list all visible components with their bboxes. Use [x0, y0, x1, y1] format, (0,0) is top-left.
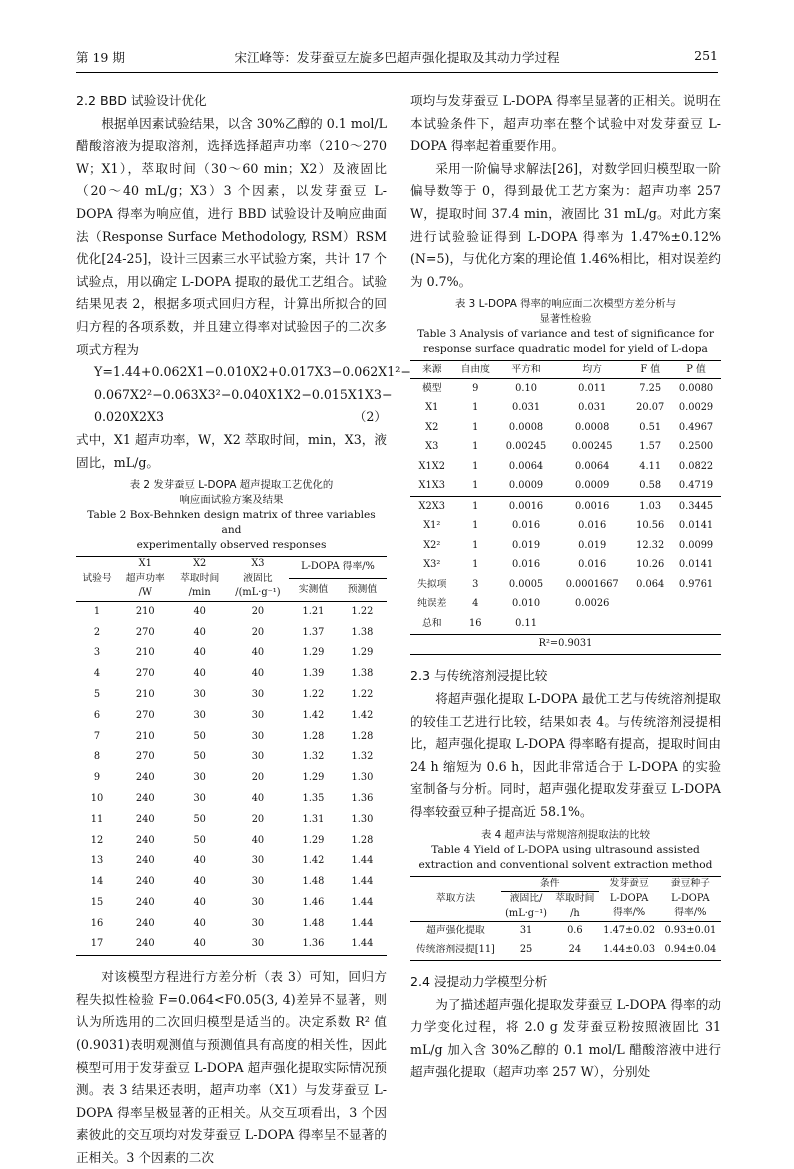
table-cell: 5	[93, 688, 101, 700]
table-cell: 240	[118, 934, 172, 955]
table-cell: 1	[472, 480, 479, 492]
table-cell: 0.0016	[497, 497, 555, 517]
table-cell: 0.0009	[575, 480, 610, 492]
table-cell: 0.0029	[678, 402, 714, 414]
table-row	[410, 497, 721, 517]
table-cell: 1.38	[351, 668, 374, 680]
col-run: 试验号	[76, 557, 118, 602]
table-cell: 40	[193, 917, 206, 929]
table-cell: 1.30	[351, 813, 374, 825]
equation-line-2: 0.067X2²−0.063X3²−0.040X1X2−0.015X1X3−	[94, 386, 393, 402]
table-row	[410, 922, 721, 942]
table-row	[76, 810, 387, 831]
table-cell: X3	[425, 441, 439, 453]
table-row	[76, 685, 387, 706]
table-cell: 20.07	[636, 402, 665, 414]
table-cell: 1	[472, 520, 479, 532]
table-cell: 1.29	[302, 647, 325, 659]
table-row	[410, 379, 721, 399]
col-x1: X1 超声功率 /W	[118, 557, 172, 602]
table-row	[76, 726, 387, 747]
table-cell: 0.4967	[678, 421, 714, 433]
table-cell: 9	[93, 772, 101, 784]
table-cell: 0.10	[515, 382, 537, 394]
issue-number: 第 19 期	[76, 50, 125, 65]
table-cell: 240	[135, 855, 155, 867]
table-cell: 7	[93, 730, 101, 742]
table-cell: 30	[193, 688, 206, 700]
right-column	[410, 90, 721, 1084]
table-cell: 0.0064	[575, 460, 610, 472]
table-row	[410, 556, 721, 576]
table-cell: 270	[135, 751, 155, 763]
table-row	[410, 536, 721, 556]
table-cell: X1X3	[418, 480, 445, 492]
table-cell: 0.0026	[575, 598, 610, 610]
col-x2: X2 萃取时间 /min	[172, 557, 226, 602]
table-cell: 1.22	[351, 605, 374, 617]
table4-caption: 表 4 超声法与常规溶剂提取法的比较 Table 4 Yield of L-DOPA using ultrasound assisted extraction and conventional solvent extraction method	[418, 828, 713, 871]
table-cell: 0.031	[578, 402, 607, 414]
section-2-3-paragraph: 将超声强化提取 L-DOPA 最优工艺与传统溶剂提取的较佳工艺进行比较，结果如表 4。与传统溶剂浸提相比，超声强化提取 L-DOPA 得率略有提高，提取时间由 24 h 缩短为 0.6 h，因此非常适合于 L-DOPA 的实验室制备与分析。同时，超声强化提取发芽蚕豆 L-DOPA 得率较蚕豆种子提高近 58.1%。	[410, 690, 721, 819]
table-cell: 总和	[421, 617, 442, 629]
table-cell: 10	[90, 792, 104, 804]
table-cell: 15	[90, 896, 104, 908]
r-squared-row	[410, 634, 721, 655]
table-cell: 240	[135, 772, 155, 784]
table-row	[76, 706, 387, 727]
table-cell: 0.0008	[575, 421, 610, 433]
table-row	[76, 622, 387, 643]
table-cell: 1.57	[639, 441, 662, 453]
table-cell	[671, 614, 721, 634]
table-cell: 失拟项	[417, 578, 447, 590]
table-header-cell: 自由度	[454, 361, 498, 379]
table-row	[76, 914, 387, 935]
table-cell: 50	[193, 834, 206, 846]
table-cell: 0.00245	[505, 441, 547, 453]
table-cell: 0.51	[639, 421, 662, 433]
table-cell: 1	[472, 539, 479, 551]
table-cell: 40	[172, 934, 226, 955]
equation-legend: 式中，X1 超声功率，W，X2 萃取时间，min，X3，液固比，mL/g。	[76, 431, 387, 470]
table-cell: 1.47±0.02	[603, 925, 656, 937]
table-row	[76, 747, 387, 768]
table-cell: 0.0016	[555, 497, 629, 517]
table-cell: 40	[193, 605, 206, 617]
table-row	[410, 575, 721, 595]
table-cell: 1.29	[351, 647, 374, 659]
table-cell: 2	[93, 626, 101, 638]
table-cell: 1	[472, 460, 479, 472]
table-cell: 1.44	[351, 876, 374, 888]
table-cell: 4	[93, 668, 101, 680]
col-predicted: 预测值	[347, 583, 378, 595]
table-cell: 30	[251, 896, 265, 908]
table-row	[76, 664, 387, 685]
table-row	[410, 595, 721, 615]
equation-number: （2）	[353, 409, 387, 425]
table-cell: X3²	[423, 559, 441, 571]
table-cell: 1.29	[302, 834, 325, 846]
table-cell: 1	[454, 497, 498, 517]
section-2-4-heading: 2.4 浸提动力学模型分析	[410, 974, 548, 989]
table-cell: 1.22	[302, 688, 325, 700]
table-cell: 0.0005	[508, 578, 544, 590]
continued-paragraph: 项均与发芽蚕豆 L-DOPA 得率呈显著的正相关。说明在本试验条件下，超声功率在整个试验中对发芽蚕豆 L-DOPA 得率起着重要作用。	[410, 93, 721, 154]
table-cell: 25	[501, 941, 551, 961]
col-seed-yield: 蚕豆种子 L-DOPA 得率/%	[660, 876, 721, 922]
r-squared: R²=0.9031	[410, 634, 721, 655]
table-cell: 40	[193, 896, 206, 908]
table-cell: 40	[193, 647, 206, 659]
table-cell: 50	[193, 813, 206, 825]
table-cell: 40	[251, 834, 265, 846]
table-cell: 40	[193, 876, 206, 888]
table-cell: 30	[227, 934, 289, 955]
table-cell: X1	[425, 402, 439, 414]
table-cell: 1.35	[302, 792, 325, 804]
table-cell: 模型	[421, 382, 442, 394]
page-number: 251	[694, 48, 718, 63]
table-row	[410, 477, 721, 497]
section-2-2-heading: 2.2 BBD 试验设计优化	[76, 93, 207, 108]
table-cell: 270	[135, 626, 155, 638]
table-row	[76, 934, 387, 955]
table-cell: 240	[135, 876, 155, 888]
optimization-paragraph: 采用一阶偏导求解法[26]，对数学回归模型取一阶偏导数等于 0，得到最优工艺方案为：超声功率 257 W，提取时间 37.4 min，液固比 31 mL/g。对此方案进行试验验证得到 L-DOPA 得率为 1.47%±0.12%(N=5)，与优化方案的理论值 1.46%相比，相对误差约为 0.7%。	[410, 160, 721, 289]
table-cell: 31	[519, 925, 533, 937]
table-cell: 0.019	[512, 539, 541, 551]
table-cell: 0.11	[515, 617, 537, 629]
table3-caption: 表 3 L-DOPA 得率的响应面二次模型方差分析与 显著性检验 Table 3 Analysis of variance and test of significance for response surface quadratic model for yield of L-dopa	[417, 298, 714, 356]
section-2-3-heading: 2.3 与传统溶剂浸提比较	[410, 668, 548, 684]
table-cell: 12.32	[636, 539, 665, 551]
table-cell: 6	[93, 709, 101, 721]
table-cell: 1.28	[351, 834, 374, 846]
table-cell: X2X3	[410, 497, 454, 517]
table-cell: 0.016	[578, 559, 607, 571]
table-cell: 1.32	[351, 751, 374, 763]
col-observed: 实测值	[298, 583, 329, 595]
col-sprout-yield: 发芽蚕豆 L-DOPA 得率/%	[599, 876, 660, 922]
table-row	[76, 789, 387, 810]
running-header	[76, 48, 718, 70]
table-cell: 50	[193, 751, 206, 763]
table-cell: 20	[251, 772, 265, 784]
col-yield: L-DOPA 得率/%	[289, 557, 387, 579]
equation-tail: 0.020X2X3	[94, 409, 165, 425]
table-cell: 16	[90, 917, 104, 929]
table-cell: 20	[251, 813, 265, 825]
table-cell: X2²	[423, 539, 441, 551]
table-cell: 0.010	[512, 598, 541, 610]
table-cell	[555, 614, 629, 634]
table-cell: 1.42	[302, 855, 325, 867]
table-cell: 0.94±0.04	[660, 941, 721, 961]
table-row	[76, 872, 387, 893]
table-cell: 0.011	[578, 382, 607, 394]
table-cell: 30	[193, 772, 206, 784]
table-row	[76, 768, 387, 789]
table-cell: 40	[251, 647, 265, 659]
table-cell	[671, 595, 721, 615]
table-cell: 240	[135, 813, 155, 825]
table-cell: 1.38	[351, 626, 374, 638]
table-cell: 14	[90, 876, 104, 888]
left-column	[76, 90, 411, 1169]
table-cell: 1.28	[351, 730, 374, 742]
table-cell: 11	[90, 813, 104, 825]
table-cell: 0.2500	[678, 441, 714, 453]
table-cell: 20	[251, 605, 265, 617]
table-row	[76, 601, 387, 622]
table-cell: 240	[135, 792, 155, 804]
table-cell: 30	[251, 855, 265, 867]
table-cell: 0.016	[512, 520, 541, 532]
table-cell: 7.25	[639, 382, 662, 394]
table-cell: 0.4719	[678, 480, 714, 492]
table-cell: X1²	[423, 520, 441, 532]
table-cell: 纯误差	[417, 598, 447, 610]
table-cell: 0.3445	[671, 497, 721, 517]
table-header-cell: F 值	[629, 361, 671, 379]
table-cell: 24	[551, 941, 598, 961]
table-cell: 20	[251, 626, 265, 638]
table-cell: 270	[135, 709, 155, 721]
table-cell: 30	[251, 730, 265, 742]
table-cell: 16	[469, 617, 482, 629]
table-cell: 30	[251, 709, 265, 721]
table-cell: 0.00245	[571, 441, 613, 453]
table-cell: 1.44	[351, 896, 374, 908]
table-cell: 1.44	[351, 855, 374, 867]
table-cell: 1.42	[302, 709, 325, 721]
table-cell: 0.9761	[678, 578, 714, 590]
table-row	[410, 941, 721, 961]
table-cell: 0.0141	[678, 520, 714, 532]
table3	[410, 360, 721, 655]
table-cell: 3	[472, 578, 479, 590]
table-cell: 1	[93, 605, 101, 617]
table-cell: 4	[472, 598, 479, 610]
table-cell: 3	[93, 647, 101, 659]
table-cell: 0.6	[567, 925, 583, 937]
table-row	[410, 517, 721, 537]
table-cell: 1.44	[338, 934, 387, 955]
table-cell: 30	[251, 688, 265, 700]
table-cell: 1.36	[351, 792, 374, 804]
table-row	[410, 457, 721, 477]
table-cell	[629, 614, 671, 634]
table-cell: 40	[193, 668, 206, 680]
table-cell: 1.36	[289, 934, 338, 955]
table-cell: 0.031	[512, 402, 541, 414]
table-cell: 0.019	[578, 539, 607, 551]
table-cell: 1.22	[351, 688, 374, 700]
table-cell: 1	[472, 559, 479, 571]
section-2-2-paragraph: 根据单因素试验结果，以含 30%乙醇的 0.1 mol/L 醋酸溶液为提取溶剂，选择选择超声功率（210～270 W；X1），萃取时间（30～60 min；X2）及液固比（20～40 mL/g；X3）3 个因素，以发芽蚕豆 L-DOPA 得率为响应值，进行 BBD 试验设计及响应曲面法（Response Surface Methodology, RSM）RSM 优化[24-25]，设计三因素三水平试验方案，共计 17 个试验点，用以确定 L-DOPA 提取的最优工艺组合。试验结果见表 2，根据多项式回归方程，计算出所拟合的回归方程的各项系数，并且建立得率对试验因子的二次多项式方程为	[76, 115, 387, 357]
table-cell: 1.44	[351, 917, 374, 929]
table-cell: 0.0064	[508, 460, 544, 472]
table-cell: 1.39	[302, 668, 325, 680]
table-cell: 9	[472, 382, 479, 394]
table-cell: 1.03	[629, 497, 671, 517]
header-rule	[76, 72, 718, 73]
table-cell: 0.016	[578, 520, 607, 532]
table-cell: 210	[135, 647, 155, 659]
running-title: 宋江峰等：发芽蚕豆左旋多巴超声强化提取及其动力学过程	[234, 50, 560, 65]
table-cell: 270	[135, 668, 155, 680]
table-cell: 1.21	[302, 605, 325, 617]
table-cell: 0.0001667	[565, 578, 619, 590]
table-cell: 8	[93, 751, 101, 763]
table-cell: X1X2	[418, 460, 445, 472]
table-cell: 30	[193, 709, 206, 721]
table-cell: 0.0080	[678, 382, 714, 394]
col-conditions: 条件	[501, 876, 599, 892]
table-cell: 0.016	[512, 559, 541, 571]
table-cell: 10.26	[636, 559, 665, 571]
table-cell: 1.32	[302, 751, 325, 763]
table-cell: 1	[472, 402, 479, 414]
table-cell: 1.46	[302, 896, 325, 908]
col-ratio: 液固比/ (mL·g⁻¹)	[505, 893, 548, 919]
table-cell: 1.48	[302, 917, 325, 929]
equation-line-1: Y=1.44+0.062X1−0.010X2+0.017X3−0.062X1²−	[94, 364, 411, 380]
table-cell: 1	[472, 441, 479, 453]
table4	[410, 876, 721, 962]
table-cell: 12	[90, 834, 104, 846]
col-x3: X3 液固比 /(mL·g⁻¹)	[227, 557, 289, 602]
table-row	[76, 893, 387, 914]
table-cell: 40	[193, 855, 206, 867]
table-row	[76, 643, 387, 664]
table-cell: 40	[251, 792, 265, 804]
table-cell: 240	[135, 834, 155, 846]
table-row	[410, 418, 721, 438]
table-cell: 210	[135, 688, 155, 700]
table-cell: 30	[251, 876, 265, 888]
table-cell: 30	[251, 917, 265, 929]
table-row	[410, 438, 721, 458]
table-row	[410, 399, 721, 419]
table-cell: 1.42	[351, 709, 374, 721]
table-cell: X2	[425, 421, 439, 433]
table-header-cell: 来源	[410, 361, 454, 379]
table-cell: 1.28	[302, 730, 325, 742]
equation-line-3	[76, 406, 387, 429]
anova-paragraph: 对该模型方程进行方差分析（表 3）可知，回归方程失拟性检验 F=0.064<F0.05(3, 4)差异不显著，则认为所选用的二次回归模型是适当的。决定系数 R² 值(0.9031)表明观测值与预测值具有高度的相关性，因此模型可用于发芽蚕豆 L-DOPA 超声强化提取实际情况预测。表 3 结果还表明，超声功率（X1）与发芽蚕豆 L-DOPA 得率呈极显著的正相关。从交互项看出，3 个因素彼此的交互项均对发芽蚕豆 L-DOPA 得率呈不显著的正相关。3 个因素的二次	[76, 969, 387, 1165]
col-time: 萃取时间 /h	[555, 893, 595, 919]
table-cell: 4.11	[639, 460, 662, 472]
col-method: 萃取方法	[410, 876, 501, 922]
table-cell: 30	[251, 751, 265, 763]
table-cell: 0.93±0.01	[664, 925, 717, 937]
table-cell: 1.44±0.03	[599, 941, 660, 961]
table-cell: 240	[135, 917, 155, 929]
table-cell: 0.0141	[678, 559, 714, 571]
table-cell: 50	[193, 730, 206, 742]
table-cell: 210	[135, 730, 155, 742]
table-cell: 10.56	[636, 520, 665, 532]
table-cell: 1	[472, 421, 479, 433]
table-header-cell: 平方和	[497, 361, 555, 379]
table-row	[76, 851, 387, 872]
table-cell: 30	[193, 792, 206, 804]
section-2-4-paragraph: 为了描述超声强化提取发芽蚕豆 L-DOPA 得率的动力学变化过程，将 2.0 g 发芽蚕豆粉按照液固比 31 mL/g 加入含 30%乙醇的 0.1 mol/L 醋酸溶液中进行超声强化提取（超声功率 257 W），分别处	[410, 996, 721, 1080]
table-cell: 40	[193, 626, 206, 638]
table-cell: 13	[90, 855, 104, 867]
table2-caption: 表 2 发芽蚕豆 L-DOPA 超声提取工艺优化的 响应面试验方案及结果 Table 2 Box-Behnken design matrix of three variables and experimentally observed responses	[87, 479, 376, 552]
table-header-cell: 均方	[555, 361, 629, 379]
table-cell: 超声强化提取	[426, 925, 485, 937]
table-cell: 1.31	[302, 813, 325, 825]
table-row	[76, 830, 387, 851]
table-cell: 0.58	[639, 480, 662, 492]
table-cell: 传统溶剂浸提[11]	[410, 941, 501, 961]
table-cell: 40	[251, 668, 265, 680]
table-row	[410, 614, 721, 634]
table-cell: 17	[76, 934, 118, 955]
table-cell: 210	[135, 605, 155, 617]
table-cell: 0.0009	[508, 480, 544, 492]
table-cell: 0.0008	[508, 421, 544, 433]
table-cell: 1.29	[302, 772, 325, 784]
table-cell: 0.0099	[678, 539, 714, 551]
table-cell: 0.0822	[678, 460, 714, 472]
table-cell: 0.064	[636, 578, 665, 590]
table-cell: 240	[135, 896, 155, 908]
table-cell: 1.30	[351, 772, 374, 784]
table-cell	[629, 595, 671, 615]
table-header-cell: P 值	[671, 361, 721, 379]
table-cell: 1.48	[302, 876, 325, 888]
table-cell: 1.37	[302, 626, 325, 638]
table2	[76, 556, 387, 956]
